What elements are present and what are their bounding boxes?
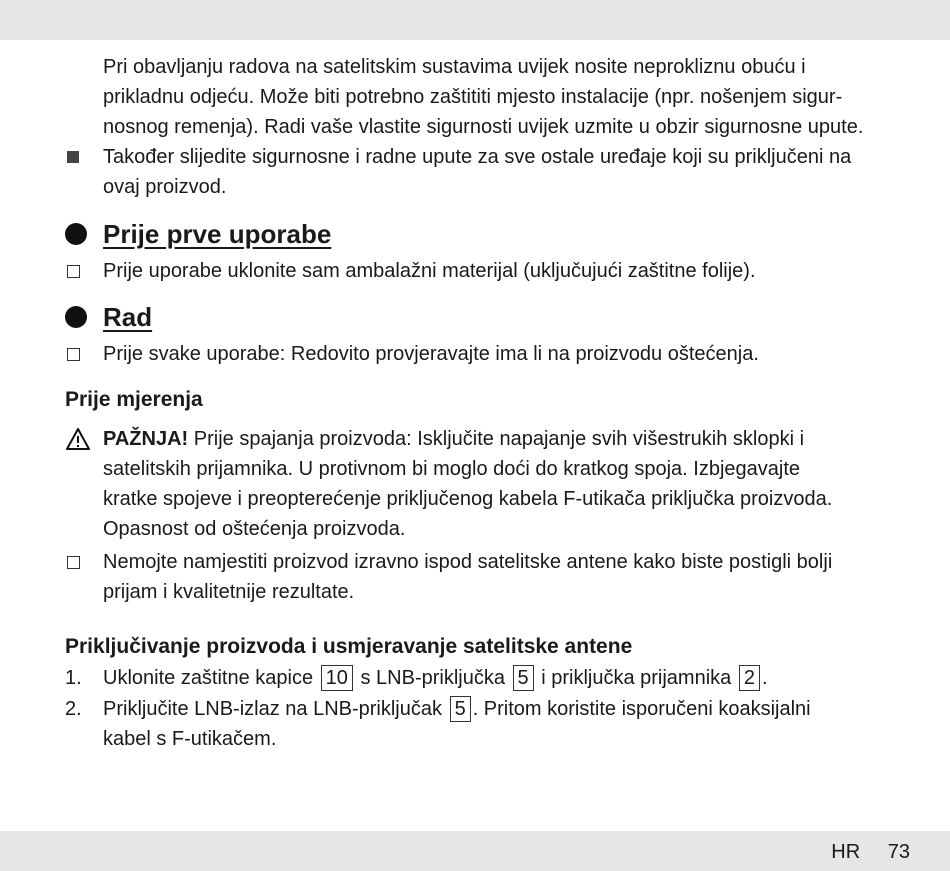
text-line: Također slijedite sigurnosne i radne upute za sve ostale uređaje koji su priključeni na <box>103 146 852 168</box>
text-line: Pri obavljanju radova na satelitskim sustavima uvijek nosite neprokliznu obuću i <box>103 56 806 78</box>
part-reference-box: 10 <box>321 665 353 691</box>
section-dot-icon <box>65 223 87 245</box>
footer-band <box>0 831 950 871</box>
section-heading: Prije prve uporabe <box>103 219 332 249</box>
checkbox-bullet-icon <box>67 348 80 361</box>
subsection-title: Prije mjerenja <box>65 388 203 411</box>
page-footer <box>831 841 910 864</box>
checkbox-bullet-icon <box>67 265 80 278</box>
step-text: . Pritom koristite isporučeni koaksijalni <box>472 698 811 720</box>
text-line: satelitskih prijamnika. U protivnom bi moglo doći do kratkog spoja. Izbjegavajte <box>103 458 801 480</box>
step-number: 2. <box>65 698 82 720</box>
step-text: Priključite LNB-izlaz na LNB-priključak <box>103 698 442 720</box>
step-line <box>103 663 768 693</box>
page-number: 73 <box>887 841 910 863</box>
part-reference-box: 5 <box>513 665 534 691</box>
checkbox-bullet-icon <box>67 556 80 569</box>
text-line: Prije uporabe uklonite sam ambalažni materijal (uključujući zaštitne folije). <box>103 260 756 282</box>
warning-line <box>103 424 804 454</box>
section-heading: Rad <box>103 302 153 332</box>
text-line: kabel s F-utikačem. <box>103 728 277 750</box>
part-reference-box: 5 <box>450 696 471 722</box>
text-line: Nemojte namjestiti proizvod izravno ispod satelitske antene kako biste postigli bolji <box>103 551 833 573</box>
text-line: Opasnost od oštećenja proizvoda. <box>103 518 406 540</box>
text-line: ovaj proizvod. <box>103 176 227 198</box>
header-band <box>0 0 950 40</box>
text-line: prijam i kvalitetnije rezultate. <box>103 581 355 603</box>
text-line: Prije svake uporabe: Redovito provjeravajte ima li na proizvodu oštećenja. <box>103 343 759 365</box>
subsection-title: Priključivanje proizvoda i usmjeravanje satelitske antene <box>65 635 633 658</box>
warning-text: Prije spajanja proizvoda: Isključite napajanje svih višestrukih sklopki i <box>193 428 805 450</box>
part-reference-box: 2 <box>739 665 760 691</box>
step-text: i priključka prijamnika <box>541 667 732 689</box>
language-code: HR <box>831 841 861 863</box>
step-line <box>103 694 811 724</box>
section-dot-icon <box>65 306 87 328</box>
step-text: . <box>761 667 768 689</box>
step-text: s LNB-priključka <box>360 667 505 689</box>
warning-triangle-icon <box>65 427 91 451</box>
step-text: Uklonite zaštitne kapice <box>103 667 314 689</box>
warning-label: PAŽNJA! <box>103 428 189 450</box>
filled-square-bullet-icon <box>67 151 79 163</box>
text-line: nosnog remenja). Radi vaše vlastite sigurnosti uvijek uzmite u obzir sigurnosne upute. <box>103 116 864 138</box>
text-line: prikladnu odjeću. Može biti potrebno zaštititi mjesto instalacije (npr. nošenjem sigur- <box>103 86 843 108</box>
step-number: 1. <box>65 667 82 689</box>
text-line: kratke spojeve i preopterećenje priključenog kabela F-utikača priključka proizvoda. <box>103 488 833 510</box>
